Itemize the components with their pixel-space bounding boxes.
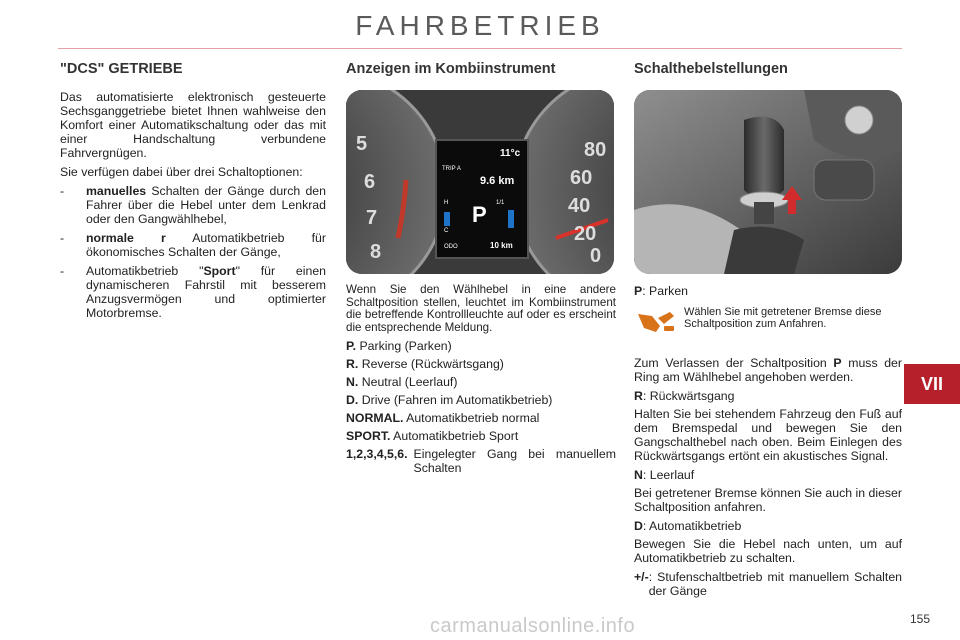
display-odo: ODO — [444, 244, 458, 250]
display-level-h: H — [444, 200, 449, 206]
lever-position-d: D: Automatikbetrieb — [634, 519, 742, 533]
list-item: R. Reverse (Rückwärtsgang) — [346, 357, 504, 371]
column-dcs-gearbox — [60, 62, 326, 325]
drive-text: Bewegen Sie die Hebel nach unten, um auf Automatikbetrieb zu schalten. — [634, 537, 902, 565]
display-fuel-mark: 1/1 — [496, 200, 505, 206]
dial-label: 80 — [584, 139, 607, 161]
title-divider — [58, 48, 902, 49]
list-item: - manuelles Schalten der Gänge durch den Fahrer über die Hebel unter dem Lenkrad oder den Gangwählhebel, — [60, 184, 326, 226]
section-heading-instrument: Anzeigen im Kombiinstrument — [346, 61, 556, 77]
column-instrument-display — [346, 62, 616, 479]
dial-label: 40 — [568, 195, 591, 217]
list-item: P. Parking (Parken) — [346, 339, 452, 353]
display-trip: TRIP A — [442, 166, 461, 172]
dcs-intro: Das automatisierte elektronisch gesteuerte Sechsganggetriebe bietet Ihnen wahlweise den Komfort einer Automatikschaltung oder das mit einer Handschaltung verbundene Fahrvergnügen. — [60, 90, 326, 160]
lever-position-p: P: Parken — [634, 284, 688, 298]
list-item: N. Neutral (Leerlauf) — [346, 375, 458, 389]
lever-position-n: N: Leerlauf — [634, 468, 695, 482]
watermark: carmanualsonline.info — [430, 615, 636, 637]
list-item: - normale r Automatikbetrieb für ökonomisches Schalten der Gänge, — [60, 231, 326, 259]
display-level-c: C — [444, 228, 449, 234]
dial-label: 8 — [370, 241, 382, 263]
instrument-cluster-photo — [346, 90, 614, 274]
instrument-intro: Wenn Sie den Wählhebel in eine andere Schaltposition stellen, leuchtet im Kombiinstrument die betreffende Kontrollleuchte auf oder es erscheint die entsprechende Meldung. — [346, 283, 616, 334]
section-heading-dcs: "DCS" GETRIEBE — [60, 61, 183, 77]
brake-note-text: Wählen Sie mit getretener Bremse diese Schaltposition zum Anfahren. — [684, 306, 882, 330]
dcs-modes-intro: Sie verfügen dabei über drei Schaltoptionen: — [60, 165, 303, 179]
dcs-modes-list — [60, 184, 326, 320]
display-temperature: 11°c — [500, 148, 521, 159]
list-item: - Automatikbetrieb "Sport" für einen dynamischeren Fahrstil mit besserem Anzugsvermögen und optimierter Motorbremse. — [60, 264, 326, 320]
display-gear: P — [472, 202, 487, 227]
chapter-tab: VII — [904, 364, 960, 404]
lever-position-r: R: Rückwärtsgang — [634, 389, 735, 403]
display-distance: 9.6 km — [480, 175, 515, 187]
column-lever-positions — [634, 62, 902, 602]
neutral-text: Bei getretener Bremse können Sie auch in dieser Schaltposition anfahren. — [634, 486, 902, 514]
dial-label: 0 — [590, 245, 602, 267]
dial-label: 60 — [570, 167, 593, 189]
dial-label: 6 — [364, 171, 376, 193]
dial-label: 5 — [356, 133, 368, 155]
list-item: NORMAL. Automatikbetrieb normal — [346, 411, 540, 425]
brake-pedal-icon — [634, 306, 678, 340]
brake-note — [634, 306, 902, 340]
page-number: 155 — [910, 612, 931, 626]
list-item: 1,2,3,4,5,6. Eingelegter Gang bei manuellem Schalten — [346, 447, 616, 475]
dial-label: 7 — [366, 207, 378, 229]
leave-p-text: Zum Verlassen der Schaltposition P muss der Ring am Wählhebel angehoben werden. — [634, 356, 902, 384]
reverse-text: Halten Sie bei stehendem Fahrzeug den Fuß auf dem Bremspedal und bewegen Sie den Gangschalthebel nach oben. Beim Einlegen des Rückwärtsgangs ertönt ein akustisches Signal. — [634, 407, 902, 463]
lever-position-plus-minus: +/- : Stufenschaltbetrieb mit manuellem Schalten der Gänge — [634, 570, 902, 598]
gear-lever-photo — [634, 90, 902, 274]
page-title: FAHRBETRIEB — [355, 10, 605, 41]
list-item: D. Drive (Fahren im Automatikbetrieb) — [346, 393, 553, 407]
display-range: 10 km — [490, 241, 513, 250]
dial-label: 20 — [574, 223, 597, 245]
list-item: SPORT. Automatikbetrieb Sport — [346, 429, 519, 443]
section-heading-lever: Schalthebelstellungen — [634, 61, 788, 77]
